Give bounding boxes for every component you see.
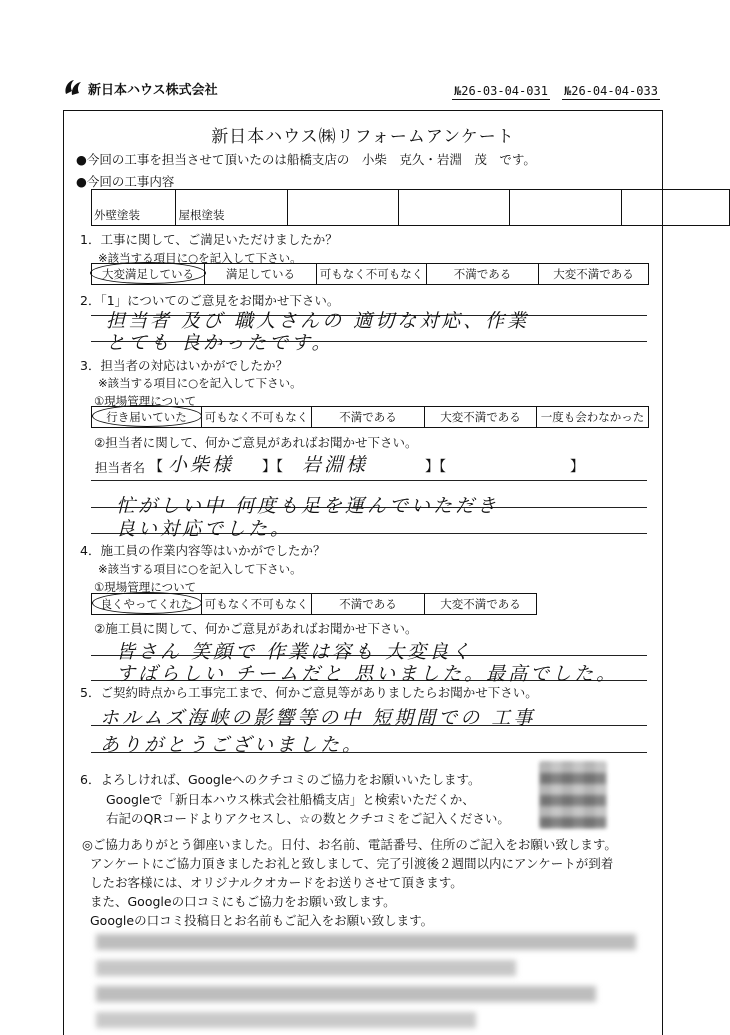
intro-text: ●今回の工事を担当させて頂いたのは船橋支店の 小柴 克久・岩淵 茂 です。	[76, 152, 536, 167]
redacted-field	[96, 986, 596, 1002]
bracket-close-open: 】【	[425, 459, 446, 475]
q3-subheading-2: ②担当者に関して、何かご意見があればお聞かせ下さい。	[94, 435, 418, 450]
work-item	[510, 190, 621, 226]
q4-question: 4．施工員の作業内容等はいかがでしたか？	[80, 543, 326, 558]
q3-answer-line: 忙がしい中 何度も足を運んでいただき	[116, 495, 500, 517]
q4-subheading-2: ②施工員に関して、何かご意見があればお聞かせ下さい。	[94, 621, 418, 636]
work-heading: ●今回の工事内容	[76, 174, 175, 189]
q5-question: 5．ご契約時点から工事完工まで、何かご意見等がありましたらお聞かせ下さい。	[80, 685, 538, 700]
bracket-close-open: 】【	[262, 459, 283, 475]
q3-name-1: 小柴様	[168, 454, 235, 476]
q6-line-3: 右記のQRコードよりアクセスし、☆の数とクチコミをご記入ください。	[106, 811, 510, 826]
q5-answer-line: ありがとうございました。	[100, 734, 365, 756]
footer-line: アンケートにご協力頂きましたお礼と致しまして、完了引渡後２週間以内にアンケートが到着	[90, 856, 614, 871]
answer-rule	[91, 480, 647, 481]
company-logo	[62, 78, 218, 98]
q6-line-2: Googleで「新日本ハウス株式会社船橋支店」と検索いただくか、	[106, 792, 475, 807]
q2-answer-line: とても 良かったです。	[106, 332, 334, 354]
q1-option: 満足している	[205, 264, 317, 285]
footer-line: また、Googleの口コミにもご協力をお願い致します。	[90, 894, 396, 909]
q3-option: 行き届いていた	[92, 407, 202, 428]
document-number-2: №26-04-04-033	[564, 84, 658, 98]
qr-code-overlay	[540, 762, 606, 828]
q1-question: 1．工事に関して、ご満足いただけましたか？	[80, 232, 338, 247]
q3-subheading-1: ①現場管理について	[94, 394, 197, 408]
q4-option: 不満である	[312, 594, 425, 615]
q4-option: 良くやってくれた	[92, 594, 202, 615]
work-item	[287, 190, 398, 226]
q2-answer-line: 担当者 及び 職人さんの 適切な対応、作業	[106, 310, 530, 332]
q1-selection-circle	[90, 262, 206, 284]
q3-name-label: 担当者名	[95, 460, 146, 475]
q3-name-2: 岩淵様	[302, 454, 369, 476]
q4-subheading-1: ①現場管理について	[94, 580, 197, 594]
document-number-1: №26-03-04-031	[454, 84, 548, 98]
bracket-open: 【	[149, 459, 163, 475]
work-item	[398, 190, 509, 226]
work-item: 外壁塗装	[92, 190, 176, 226]
q5-answer-line: ホルムズ海峡の影響等の中 短期間での 工事	[100, 707, 536, 729]
q4-selection-circle	[92, 592, 202, 614]
q3-instruction: ※該当する項目に○を記入して下さい。	[98, 376, 302, 390]
footer-line: ◎ご協力ありがとう御座いました。日付、お名前、電話番号、住所のご記入をお願い致します。	[82, 837, 617, 852]
q4-instruction: ※該当する項目に○を記入して下さい。	[98, 562, 302, 576]
q3-option: 一度も会わなかった	[537, 407, 649, 428]
q3-answer-line: 良い対応でした。	[116, 518, 293, 540]
redacted-field	[96, 1012, 476, 1028]
work-item	[621, 190, 729, 226]
bracket-close: 】	[570, 459, 584, 475]
q3-option: 不満である	[312, 407, 425, 428]
q1-option: 可もなく不可もなく	[317, 264, 427, 285]
footer-line: したお客様には、オリジナルクオカードをお送りさせて頂きます。	[90, 875, 463, 890]
q4-answer-line: すばらしい チームだと 思いました。最高でした。	[116, 663, 619, 685]
q6-line-1: 6．よろしければ、Googleへのクチコミのご協力をお願いいたします。	[80, 772, 481, 787]
q4-option: 大変不満である	[425, 594, 537, 615]
q3-option: 大変不満である	[425, 407, 537, 428]
q3-option: 可もなく不可もなく	[202, 407, 312, 428]
q4-answer-line: 皆さん 笑顔で 作業は容も 大変良く	[116, 641, 474, 663]
company-name: 新日本ハウス株式会社	[88, 82, 218, 98]
company-logo-icon	[62, 78, 84, 98]
redacted-field	[96, 960, 516, 976]
redacted-field	[96, 934, 636, 950]
q3-question: 3．担当者の対応はいかがでしたか？	[80, 358, 288, 373]
q2-question: 2．「1」についてのご意見をお聞かせ下さい。	[80, 293, 340, 308]
q1-option: 不満である	[427, 264, 539, 285]
form-title: 新日本ハウス㈱リフォームアンケート	[211, 127, 515, 147]
work-item: 屋根塗装	[176, 190, 287, 226]
footer-line: Googleの口コミ投稿日とお名前もご記入をお願い致します。	[90, 913, 434, 928]
q4-option: 可もなく不可もなく	[202, 594, 312, 615]
work-items-table	[91, 189, 730, 226]
q1-instruction: ※該当する項目に○を記入して下さい。	[98, 251, 302, 265]
q1-option: 大変満足している	[92, 264, 205, 285]
q3-selection-circle	[92, 405, 202, 427]
q1-option: 大変不満である	[539, 264, 649, 285]
